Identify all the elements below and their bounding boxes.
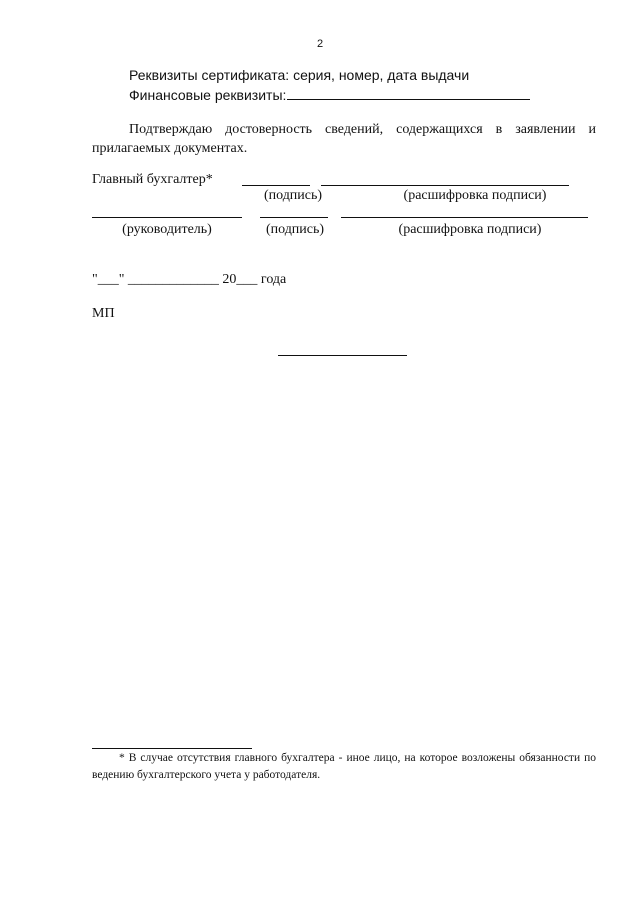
footnote-separator [92,748,252,749]
chief-accountant-signature-caption: (подпись) [263,188,323,203]
confirmation-paragraph: Подтверждаю достоверность сведений, содержащихся в заявлении и прилагаемых документах. [92,122,596,156]
financial-details-label: Финансовые реквизиты: [129,87,287,103]
certificate-details-line: Реквизиты сертификата: серия, номер, дата выдачи [129,67,470,83]
head-decoding-caption: (расшифровка подписи) [398,222,542,237]
head-decoding-line [341,217,588,218]
head-signature-caption: (подпись) [265,222,325,237]
head-name-line [92,217,242,218]
page-number: 2 [316,38,324,50]
chief-accountant-label: Главный бухгалтер* [92,172,213,187]
chief-accountant-signature-line [242,185,310,186]
footnote: * В случае отсутствия главного бухгалтера - иное лицо, на которое возложены обязанности по ведению бухгалтерского учета у работодателя. [92,752,596,781]
head-signature-line [260,217,328,218]
date-line: "___" _____________ 20___ года [92,272,287,287]
seal-label: МП [92,306,115,321]
head-caption: (руководитель) [122,222,212,237]
financial-details-field [287,99,530,100]
chief-accountant-decoding-caption: (расшифровка подписи) [403,188,547,203]
closing-separator [278,355,407,356]
chief-accountant-decoding-line [321,185,569,186]
